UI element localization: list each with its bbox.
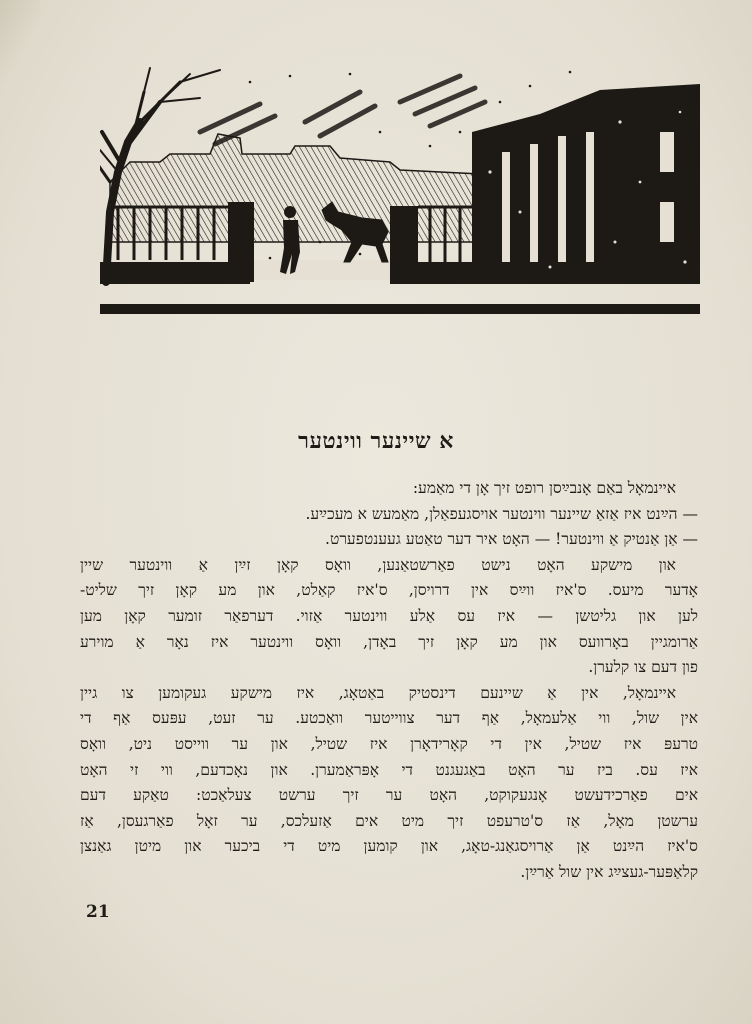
winter-street-illustration	[100, 62, 700, 318]
text-line: — הײַנט איז אַזאַ שיינער ווינטער אויסגעפאַלן, מאַמעש א מעכײַע.	[305, 504, 698, 523]
text-line: טרעפּ איז שטיל, אין די קאָרידאָרן איז שטיל, און ער ווייסט ניט, וואָס	[80, 734, 698, 753]
paragraph	[80, 553, 698, 681]
paragraph	[80, 681, 698, 886]
text-line: לען און גליטשן — איז עס אַלע ווינטער אַזוי. דערפאַר זומער קאָן מען	[80, 606, 698, 625]
text-line: איינמאָל, אין אַ שיינעם דינסטיק באַטאָג, איז מישקע געקומען צו גיין	[80, 683, 676, 702]
story-title: א שיינער ווינטער	[298, 428, 454, 454]
text-line: קלאַפּער-געצײַג אין שול אַרײַן.	[520, 862, 698, 881]
winter-scene-woodcut	[100, 62, 700, 318]
paragraph	[80, 502, 698, 528]
text-line: אָדער מיעס. ס'איז ווײַס אין דרויסן, ס'איז קאַלט, און מע קאָן זיך שליט-	[80, 581, 698, 600]
text-line: איז עס. ביז ער האָט באַגעגנט די אָפּראַמערן. און נאָכדעם, ווי זי האָט	[80, 760, 698, 779]
text-line: — אַן אַנטיק אַ ווינטער! — האָט איר דער טאַטע געענטפערט.	[325, 530, 698, 549]
paragraph	[80, 527, 698, 553]
page-number: 21	[86, 902, 110, 922]
text-line: אַרומגיין באָרוועס און מע קאָן זיך באָדן, וואָס ווינטער איז נאָר אַ מוירע	[80, 632, 698, 651]
paragraph	[80, 476, 698, 502]
page-corner-fold	[0, 0, 40, 90]
text-line: און מישקע האָט נישט פאַרשטאַנען, וואָס קאָן זײַן אַ ווינטער שיין	[80, 555, 676, 574]
text-line: איינמאָל באַם אָנבײַסן רופט זיך אָן די מאַמע:	[412, 479, 676, 497]
text-line: ס'איז הײַנט אַן אַרויסגאַנג-טאָג, און קומען מיט די ביכער און מיטן גאַנצן	[80, 837, 698, 856]
text-line: אים פאַרכידעשט אָנגעקוקט, האָט ער זיך ערשט צעלאַכט: טאַקע דעם	[80, 786, 698, 805]
text-line: פון דעם צו קלערן.	[588, 658, 698, 677]
text-line: אין שול, ווי אַלעמאָל, אַף דער צווייטער וואַכטע. ער זעט, עפּעס אַף די	[80, 709, 698, 728]
text-line: ערשטן מאָל, אַז ס'טרעפט זיך מיט אים אַזעלכס, ער זאָל פאַרגעסן, אַז	[80, 811, 698, 830]
story-body	[80, 476, 698, 886]
